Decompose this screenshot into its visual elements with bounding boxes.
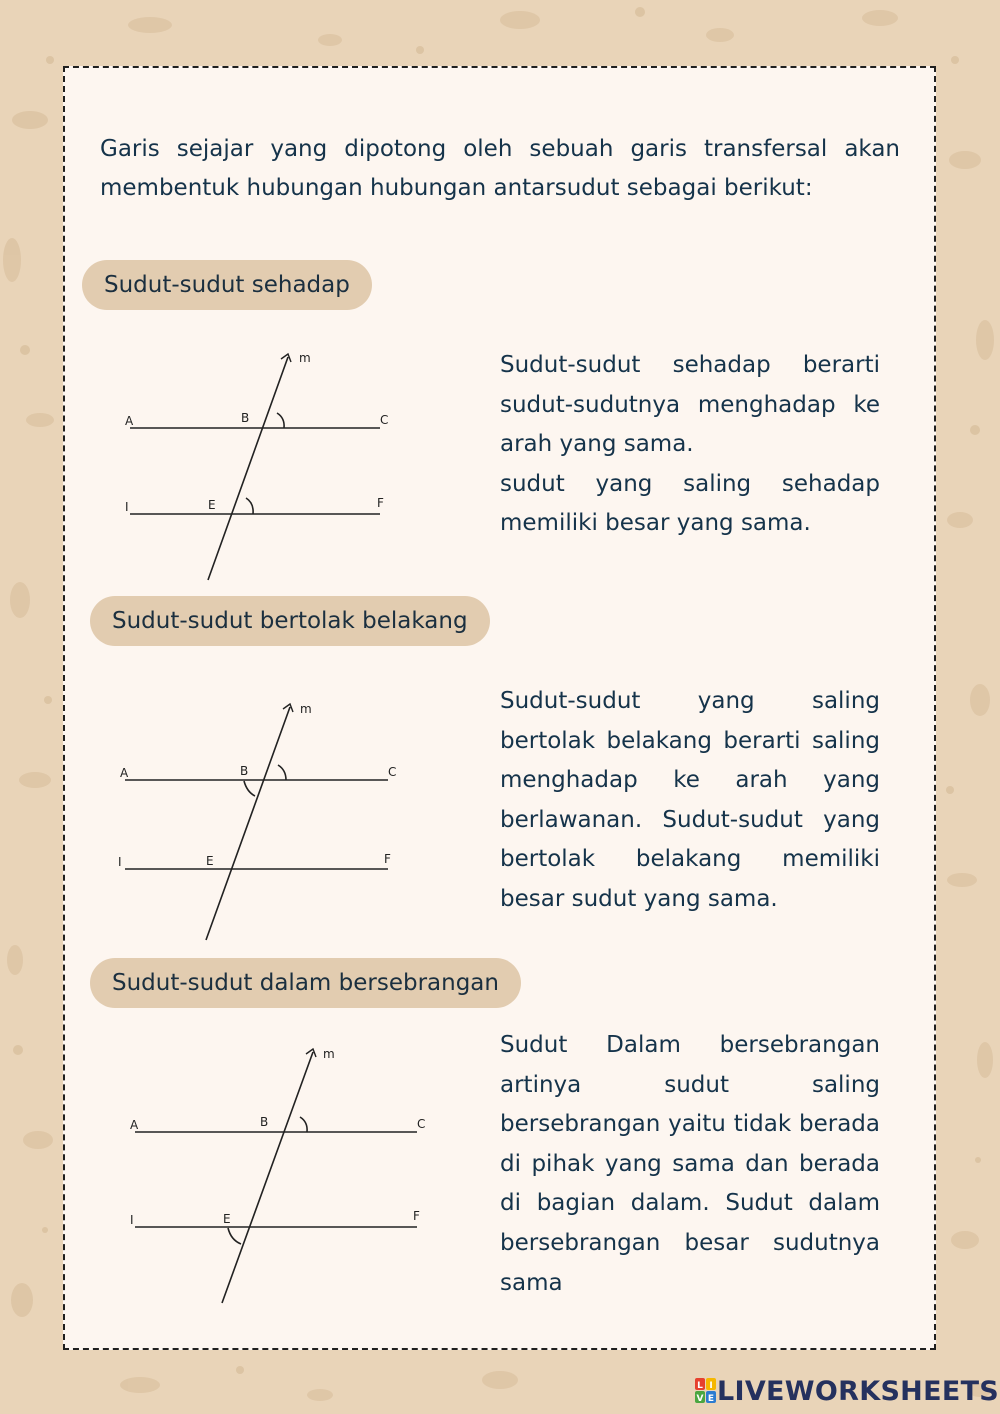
label-m: m: [299, 351, 311, 365]
label-c: C: [388, 765, 397, 779]
logo-letter: V: [696, 1394, 704, 1404]
diagram-sehadap: [115, 345, 405, 590]
label-c: C: [417, 1117, 426, 1131]
description-paragraph: Sudut-sudut yang saling bertolak belakang berarti saling menghadap ke arah yang berlawanan. Sudut-sudut yang bertolak belakang memiliki besar sudut yang sama.: [500, 688, 880, 912]
description-paragraph: Sudut-sudut sehadap berarti sudut-sudutnya menghadap ke arah yang sama.: [500, 352, 880, 458]
diagram-dalam-bersebrangan: [125, 1040, 435, 1310]
section-heading-bertolak-belakang: Sudut-sudut bertolak belakang: [90, 596, 490, 646]
label-i: I: [118, 855, 122, 869]
diagram-bertolak-belakang: [110, 695, 410, 945]
description-bertolak-belakang: [500, 682, 880, 920]
label-e: E: [223, 1212, 231, 1226]
logo-letter: I: [709, 1381, 713, 1391]
label-m: m: [300, 702, 312, 716]
label-m: m: [323, 1047, 335, 1061]
label-b: B: [241, 411, 250, 425]
intro-text: Garis sejajar yang dipotong oleh sebuah garis transfersal akan membentuk hubungan hubungan antarsudut sebagai berikut:: [100, 136, 900, 201]
label-b: B: [260, 1115, 269, 1129]
label-a: A: [125, 414, 134, 428]
label-i: I: [130, 1213, 134, 1227]
section-heading-dalam-bersebrangan: Sudut-sudut dalam bersebrangan: [90, 958, 521, 1008]
label-f: F: [377, 496, 384, 510]
section-heading-sehadap: Sudut-sudut sehadap: [82, 260, 372, 310]
brand-name: LIVEWORKSHEETS: [717, 1375, 1000, 1407]
description-sehadap: [500, 346, 880, 544]
label-a: A: [120, 766, 129, 780]
label-f: F: [413, 1209, 420, 1223]
label-e: E: [208, 498, 216, 512]
label-f: F: [384, 852, 391, 866]
description-paragraph: sudut yang saling sehadap memiliki besar yang sama.: [500, 470, 880, 537]
live-logo-icon: [695, 1378, 717, 1404]
description-dalam-bersebrangan: [500, 1026, 880, 1303]
label-b: B: [240, 764, 249, 778]
label-i: I: [125, 500, 129, 514]
description-paragraph: Sudut Dalam bersebrangan artinya sudut saling bersebrangan yaitu tidak berada di pihak yang sama dan berada di bagian dalam. Sudut dalam bersebrangan besar sudutnya sama: [500, 1032, 880, 1296]
label-e: E: [206, 854, 214, 868]
logo-letter: E: [707, 1394, 715, 1404]
logo-letter: L: [697, 1381, 703, 1391]
label-c: C: [380, 413, 389, 427]
label-a: A: [130, 1118, 139, 1132]
liveworksheets-logo: [695, 1374, 999, 1408]
